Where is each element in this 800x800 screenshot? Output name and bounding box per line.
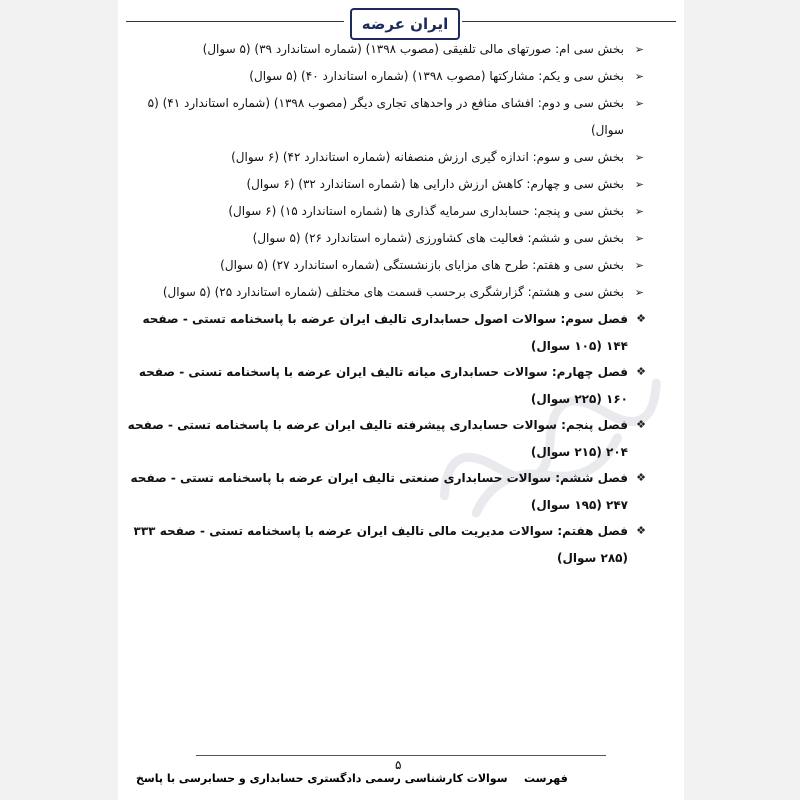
toc-section-item[interactable]: ➢ بخش سی و چهارم: کاهش ارزش دارایی ها (شماره استاندارد ۳۲) (۶ سوال)	[118, 171, 646, 198]
arrow-icon: ➢	[634, 178, 644, 191]
arrow-icon: ➢	[634, 43, 644, 56]
diamond-bullet-icon: ❖	[636, 418, 646, 431]
arrow-icon: ➢	[634, 259, 644, 272]
toc-section-item[interactable]: ➢ بخش سی و ششم: فعالیت های کشاورزی (شماره استاندارد ۲۶) (۵ سوال)	[118, 225, 646, 252]
diamond-bullet-icon: ❖	[636, 524, 646, 537]
toc-chapter-item[interactable]: ❖ فصل ششم: سوالات حسابداری صنعتی تالیف ایران عرضه با پاسخنامه تستی - صفحه ۲۴۷ (۱۹۵ سوال)	[118, 465, 646, 518]
arrow-icon: ➢	[634, 232, 644, 245]
arrow-icon: ➢	[634, 70, 644, 83]
toc-section-item[interactable]: ➢ بخش سی و پنجم: حسابداری سرمایه گذاری ها (شماره استاندارد ۱۵) (۶ سوال)	[118, 198, 646, 225]
toc-section-item[interactable]: ➢ بخش سی ام: صورتهای مالی تلفیقی (مصوب ۱۳۹۸) (شماره استاندارد ۳۹) (۵ سوال)	[118, 36, 646, 63]
page-number: ۵	[395, 758, 402, 772]
left-gutter	[0, 0, 118, 800]
arrow-icon: ➢	[634, 97, 644, 110]
diamond-bullet-icon: ❖	[636, 471, 646, 484]
toc-chapter-item[interactable]: ❖ فصل هفتم: سوالات مدیریت مالی تالیف ایران عرضه با پاسخنامه تستی - صفحه ۳۳۳ (۲۸۵ سوال)	[118, 518, 646, 571]
toc-section-item[interactable]: ➢ بخش سی و هفتم: طرح های مزایای بازنشستگی (شماره استاندارد ۲۷) (۵ سوال)	[118, 252, 646, 279]
right-gutter	[684, 0, 800, 800]
diamond-bullet-icon: ❖	[636, 312, 646, 325]
diamond-bullet-icon: ❖	[636, 365, 646, 378]
document-page	[118, 0, 684, 800]
logo-text: ایران عرضه	[361, 15, 449, 33]
toc-list	[118, 36, 666, 571]
arrow-icon: ➢	[634, 205, 644, 218]
toc-chapter-item[interactable]: ❖ فصل سوم: سوالات اصول حسابداری تالیف ایران عرضه با پاسخنامه تستی - صفحه ۱۴۴ (۱۰۵ سوال)	[118, 306, 646, 359]
header-rule-right	[462, 21, 676, 22]
toc-section-item[interactable]: ➢ بخش سی و یکم: مشارکتها (مصوب ۱۳۹۸) (شماره استاندارد ۴۰) (۵ سوال)	[118, 63, 646, 90]
footer-rule	[196, 755, 606, 756]
toc-chapter-item[interactable]: ❖ فصل چهارم: سوالات حسابداری میانه تالیف ایران عرضه با پاسخنامه تستی - صفحه ۱۶۰ (۲۲۵ سوال)	[118, 359, 646, 412]
footer-section-name: فهرست	[524, 772, 568, 785]
arrow-icon: ➢	[634, 151, 644, 164]
arrow-icon: ➢	[634, 286, 644, 299]
toc-section-item[interactable]: ➢ بخش سی و دوم: افشای منافع در واحدهای تجاری دیگر (مصوب ۱۳۹۸) (شماره استاندارد ۴۱) (۵ سوال)	[118, 90, 646, 144]
footer-book-title: سوالات کارشناسی رسمی دادگستری حسابداری و حسابرسی با پاسخ	[136, 772, 508, 785]
toc-section-item[interactable]: ➢ بخش سی و سوم: اندازه گیری ارزش منصفانه (شماره استاندارد ۴۲) (۶ سوال)	[118, 144, 646, 171]
toc-chapter-item[interactable]: ❖ فصل پنجم: سوالات حسابداری پیشرفته تالیف ایران عرضه با پاسخنامه تستی - صفحه ۲۰۴ (۲۱۵ سوال)	[118, 412, 646, 465]
toc-section-item[interactable]: ➢ بخش سی و هشتم: گزارشگری برحسب قسمت های مختلف (شماره استاندارد ۲۵) (۵ سوال)	[118, 279, 646, 306]
header-rule-left	[126, 21, 344, 22]
